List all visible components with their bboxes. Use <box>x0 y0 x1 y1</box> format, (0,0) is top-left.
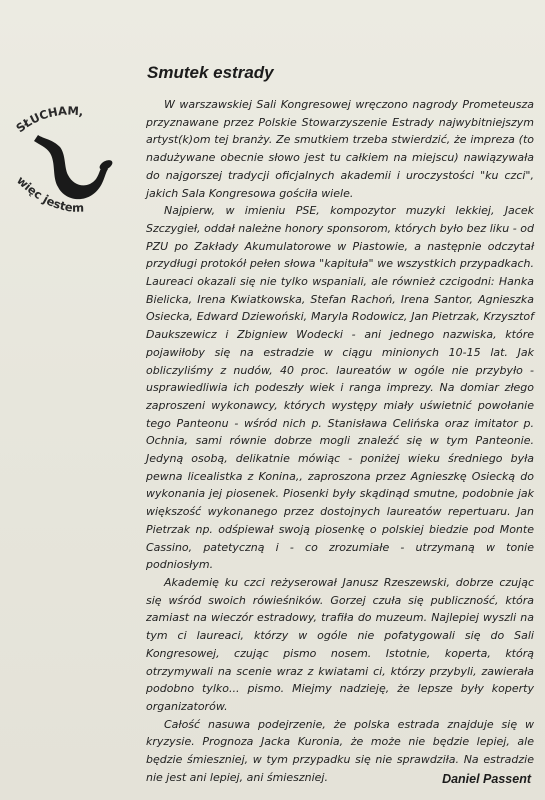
paragraph: Najpierw, w imieniu PSE, kompozytor muzyki lekkiej, Jacek Szczygieł, oddał należne honory sponsorom, których było bez liku - od PZU po Zakłady Akumulatorowe w Piastowie, a następnie odczytał przydługi protokół pełen słowa "kapituła" we wszystkich przypadkach. Laureaci okazali się nie tylko wspaniali, ale również czcigodni: Hanka Bielicka, Irena Kwiatkowska, Stefan Rachoń, Irena Santor, Agnieszka Osiecka, Edward Dziewoński, Maryla Rodowicz, Jan Pietrzak, Krzysztof Daukszewicz i Zbigniew Wodecki - ani jednego nazwiska, które pojawiłoby się na estradzie w ciągu minionych 10-15 lat. Jak obliczyliśmy z nudów, 40 proc. laureatów w ogóle nie przybyło - usprawiedliwia ich podeszły wiek i ranga imprezy. Na domiar złego zaproszeni wykonawcy, których występy miały uświetnić powołanie tego Panteonu - wśród nich p. Stanisława Celińska oraz imitator p. Ochnia, sami równie dobrze mogli znaleźć się w tym Panteonie. Jedyną osobą, delikatnie mówiąc - poniżej wieku średniego była pewna licealistka z Konina,, zaproszona przez Agnieszkę Osiecką do wykonania jej piosenek. Piosenki były skądinąd smutne, podobnie jak większość wykonanego przez dostojnych laureatów repertuaru. Jan Pietrzak np. odśpiewał swoją piosenkę o polskiej biedzie pod Monte Cassino, patetyczną i - co zrozumiałe - utrzymaną w tonie podniosłym. <box>146 204 534 572</box>
logo-top-text: SŁUCHAM, <box>13 103 85 136</box>
logo-bottom-text: więc jestem <box>14 173 85 215</box>
author-byline: Daniel Passent <box>442 772 531 786</box>
article-title: Smutek estrady <box>147 63 274 82</box>
paragraph: W warszawskiej Sali Kongresowej wręczono nagrody Prometeusza przyznawane przez Polskie Stowarzyszenie Estrady najwybitniejszym artyst(k)om tej branży. Ze smutkiem trzeba stwierdzić, że impreza (to nadużywane obecnie słowo jest tu całkiem na miejscu) nawiązywała do najgorszej tradycji oficjalnych akademii i uroczystości "ku czci", jakich Sala Kongresowa gościła wiele. <box>146 98 534 200</box>
article-body <box>146 96 534 786</box>
saxophone-icon <box>34 135 108 199</box>
paragraph: Akademię ku czci reżyserował Janusz Rzeszewski, dobrze czując się wśród swoich rówieśników. Gorzej czuła się publiczność, która zamiast na wieczór estradowy, trafiła do muzeum. Najlepiej wyszli na tym ci laureaci, którzy w ogóle nie pofatygowali się do Sali Kongresowej, czując pismo nosem. Istotnie, koperta, którą otrzymywali na scenie wraz z kwiatami ci, którzy przybyli, zawierała podobno tylko... pismo. Miejmy nadzieję, że lepsze były koperty organizatorów. <box>146 575 534 713</box>
column-logo <box>8 95 130 245</box>
saxophone-logo-icon <box>8 95 130 245</box>
paragraph: Całość nasuwa podejrzenie, że polska estrada znajduje się w kryzysie. Prognoza Jacka Kuronia, że może nie będzie lepiej, ale będzie śmieszniej, w tym przypadku się nie sprawdziła. Na estradzie nie jest ani lepiej, ani śmieszniej. <box>146 717 534 784</box>
